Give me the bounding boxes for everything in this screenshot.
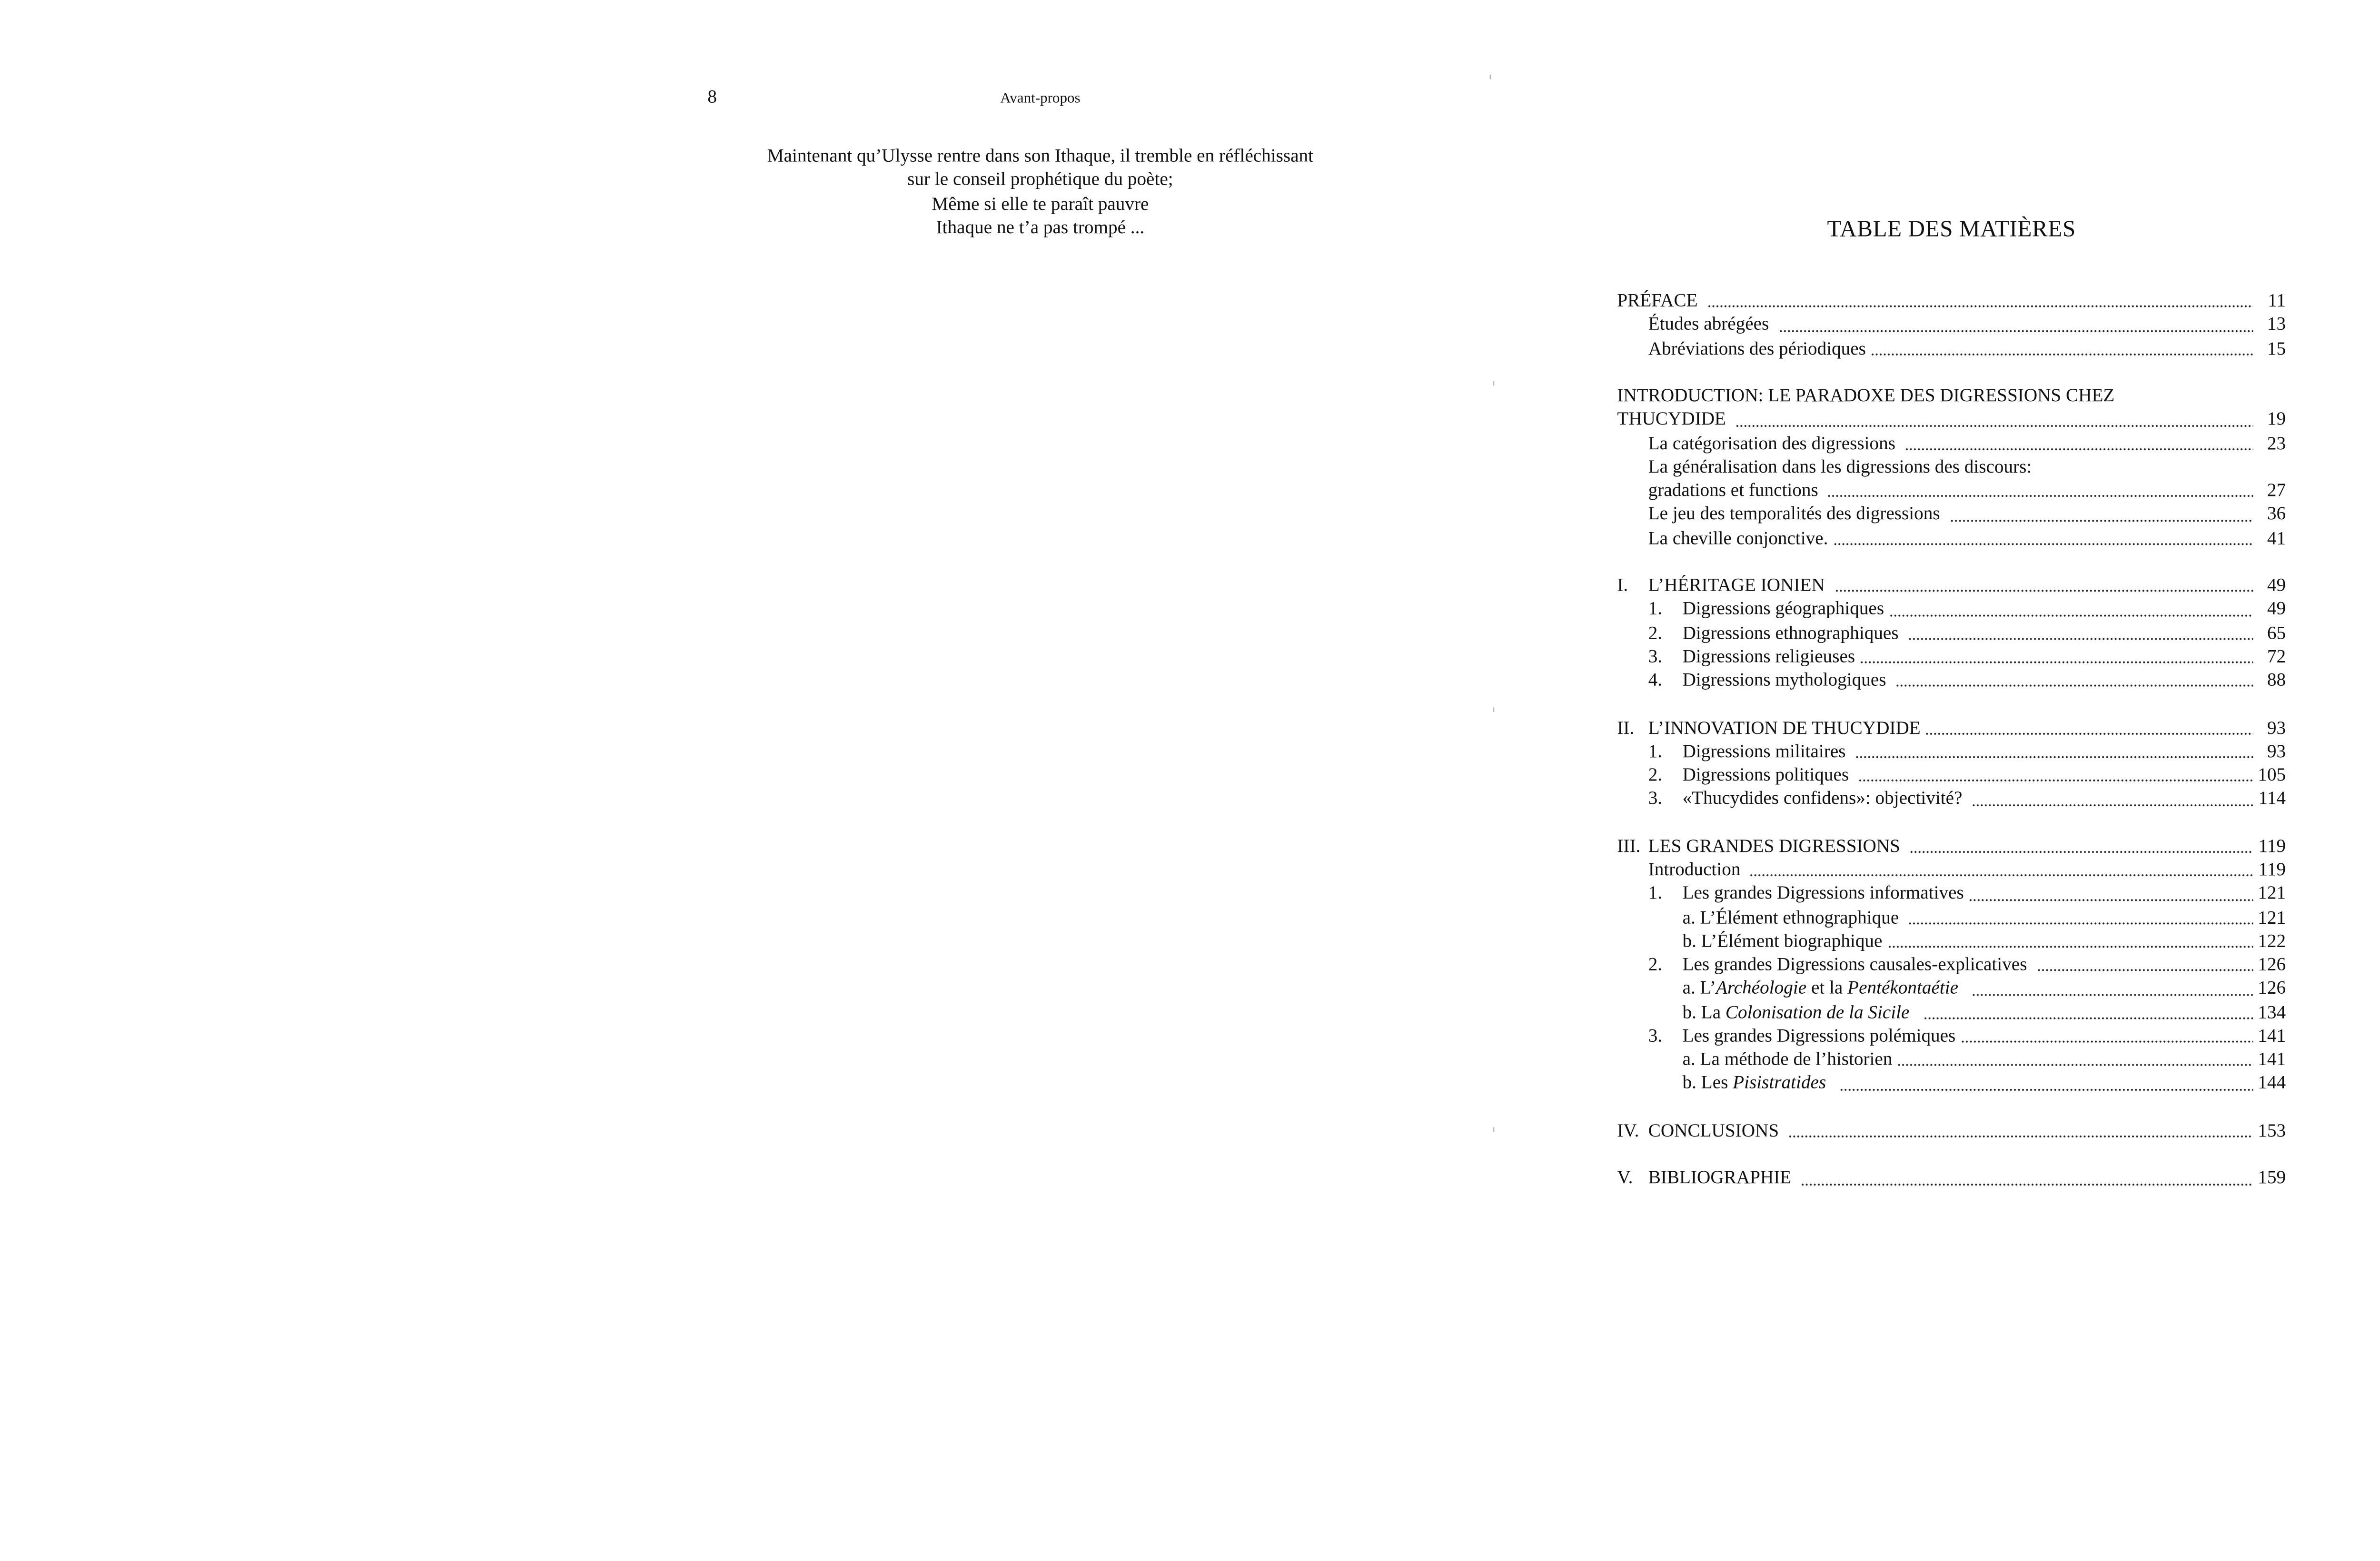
toc-entry-number: IV. bbox=[1617, 1119, 1639, 1141]
scan-speck bbox=[1493, 1127, 1494, 1132]
toc-entry-label bbox=[1648, 716, 1921, 740]
toc-page-number: 27 bbox=[2267, 479, 2286, 501]
toc-entry bbox=[1617, 432, 2286, 455]
dot-leader bbox=[1897, 1064, 2253, 1067]
label-text: L’INNOVATION DE THUCYDIDE bbox=[1648, 716, 1921, 738]
toc-entry-number: 1. bbox=[1648, 740, 1663, 761]
toc-entry bbox=[1617, 1000, 2286, 1024]
toc-entry bbox=[1617, 906, 2286, 929]
dot-leader bbox=[1827, 495, 2253, 498]
toc-entry-number: 2. bbox=[1648, 953, 1663, 975]
toc-entry-label bbox=[1648, 858, 1745, 882]
dot-leader bbox=[1887, 945, 2253, 948]
toc-entry bbox=[1617, 408, 2286, 432]
label-text bbox=[1958, 977, 1968, 998]
toc-entry-number: 2. bbox=[1648, 763, 1663, 785]
toc-entry-label bbox=[1648, 834, 1905, 858]
toc-entry bbox=[1617, 669, 2286, 692]
italic-title: Archéologie bbox=[1716, 977, 1807, 999]
toc-spacer bbox=[1617, 1143, 2286, 1166]
label-text: Introduction bbox=[1648, 858, 1745, 880]
scan-speck bbox=[1489, 75, 1491, 79]
dot-leader bbox=[1889, 613, 2253, 617]
toc-page-number: 23 bbox=[2267, 431, 2286, 454]
toc-entry bbox=[1617, 597, 2286, 621]
label-text bbox=[1909, 1000, 1919, 1022]
toc-title: TABLE DES MATIÈRES bbox=[1827, 217, 2076, 243]
dot-leader bbox=[1801, 1182, 2253, 1186]
label-text: La généralisation dans les digressions des discours: bbox=[1648, 455, 2032, 477]
italic-title: Colonisation de la Sicile bbox=[1725, 1000, 1910, 1022]
toc-entry-label bbox=[1617, 408, 1730, 432]
toc-entry bbox=[1617, 1048, 2286, 1072]
toc-entry-label bbox=[1683, 740, 1851, 763]
toc-entry-label bbox=[1648, 503, 1945, 526]
italic-title: Pentékontaétie bbox=[1847, 977, 1959, 999]
label-text: a. L’ bbox=[1682, 977, 1716, 999]
toc-spacer bbox=[1617, 1095, 2286, 1119]
toc-page-number: 19 bbox=[2267, 407, 2286, 430]
dot-leader bbox=[1788, 1135, 2253, 1138]
toc-entry bbox=[1617, 1166, 2286, 1190]
toc-entry bbox=[1617, 526, 2286, 550]
dot-leader bbox=[1960, 1040, 2253, 1043]
toc-spacer bbox=[1617, 550, 2286, 574]
label-text: BIBLIOGRAPHIE bbox=[1648, 1166, 1796, 1188]
toc-entry-number: III. bbox=[1617, 834, 1641, 857]
toc-entry bbox=[1617, 953, 2286, 977]
poem-line: Maintenant qu’Ulysse rentre dans son Ithaque, il tremble en réfléchissant bbox=[767, 144, 1314, 167]
toc-entry-label bbox=[1648, 455, 2032, 479]
running-head: Avant-propos bbox=[1000, 91, 1081, 108]
toc-page-number: 15 bbox=[2267, 336, 2286, 358]
toc-spacer bbox=[1617, 811, 2286, 835]
label-text: Les grandes Digressions causales-explicatives bbox=[1682, 953, 2032, 975]
toc-entry bbox=[1617, 929, 2286, 953]
toc-spacer bbox=[1617, 360, 2286, 384]
scan-speck bbox=[1493, 381, 1494, 385]
label-text: Digressions mythologiques bbox=[1682, 668, 1891, 691]
table-of-contents bbox=[1617, 289, 2286, 1190]
toc-entry-label bbox=[1683, 787, 1967, 811]
toc-page-number: 159 bbox=[2258, 1166, 2286, 1188]
dot-leader bbox=[1871, 353, 2253, 356]
label-text: Études abrégées bbox=[1648, 313, 1774, 335]
dot-leader bbox=[1908, 637, 2253, 641]
label-text: «Thucydides confidens»: objectivité? bbox=[1682, 787, 1967, 809]
toc-page-number: 122 bbox=[2258, 929, 2286, 951]
toc-entry-number: I. bbox=[1617, 573, 1628, 596]
label-text: Les grandes Digressions polémiques bbox=[1682, 1024, 1956, 1046]
toc-page-number: 105 bbox=[2258, 763, 2286, 785]
toc-entry-label bbox=[1683, 1000, 1919, 1024]
toc-entry bbox=[1617, 503, 2286, 526]
toc-page-number: 49 bbox=[2267, 597, 2286, 619]
toc-entry-number: V. bbox=[1617, 1166, 1633, 1188]
label-text: La cheville conjonctive. bbox=[1648, 526, 1828, 548]
toc-entry-label bbox=[1617, 384, 2114, 408]
toc-entry bbox=[1617, 384, 2286, 408]
dot-leader bbox=[1910, 850, 2253, 854]
toc-page-number: 153 bbox=[2258, 1119, 2286, 1141]
poem-line: Ithaque ne t’a pas trompé ... bbox=[936, 216, 1145, 238]
toc-entry-label bbox=[1683, 669, 1891, 692]
label-text: Les grandes Digressions informatives bbox=[1682, 882, 1964, 904]
toc-entry-label bbox=[1683, 1072, 1835, 1096]
italic-title: Pisistratides bbox=[1733, 1071, 1826, 1094]
toc-page-number: 119 bbox=[2258, 834, 2286, 857]
label-text: Digressions militaires bbox=[1682, 740, 1851, 761]
toc-page-number: 121 bbox=[2258, 882, 2286, 904]
toc-entry-label bbox=[1683, 597, 1884, 621]
dot-leader bbox=[1778, 329, 2253, 332]
toc-entry-label bbox=[1683, 621, 1904, 645]
dot-leader bbox=[1834, 590, 2253, 593]
toc-entry bbox=[1617, 1119, 2286, 1143]
label-text: INTRODUCTION: LE PARADOXE DES DIGRESSIONS CHEZ bbox=[1617, 384, 2115, 406]
label-text: Digressions ethnographiques bbox=[1682, 621, 1904, 643]
dot-leader bbox=[1972, 803, 2253, 806]
label-text: La catégorisation des digressions bbox=[1648, 431, 1900, 454]
toc-entry bbox=[1617, 882, 2286, 906]
toc-entry-label bbox=[1648, 336, 1866, 360]
toc-spacer bbox=[1617, 692, 2286, 716]
dot-leader bbox=[2036, 969, 2253, 972]
toc-page-number: 11 bbox=[2268, 289, 2286, 311]
toc-entry-number: 3. bbox=[1648, 787, 1663, 809]
label-text bbox=[1826, 1072, 1835, 1094]
toc-entry-label bbox=[1617, 289, 1702, 313]
label-text: Digressions politiques bbox=[1682, 763, 1854, 785]
label-text: CONCLUSIONS bbox=[1648, 1119, 1784, 1141]
toc-page-number: 126 bbox=[2258, 953, 2286, 975]
toc-entry-label bbox=[1648, 432, 1900, 455]
toc-page-number: 65 bbox=[2267, 621, 2286, 643]
epigraph-poem bbox=[653, 145, 1428, 240]
toc-entry bbox=[1617, 1072, 2286, 1096]
toc-page-number: 126 bbox=[2258, 977, 2286, 999]
toc-page-number: 72 bbox=[2267, 644, 2286, 667]
dot-leader bbox=[1925, 732, 2253, 735]
toc-entry-label bbox=[1648, 479, 1823, 503]
label-text: a. L’Élément ethnographique bbox=[1682, 905, 1904, 928]
toc-entry bbox=[1617, 289, 2286, 313]
toc-entry-number: 2. bbox=[1648, 621, 1663, 643]
toc-page-number: 49 bbox=[2267, 573, 2286, 596]
toc-entry-label bbox=[1648, 1119, 1784, 1143]
toc-page-number: 144 bbox=[2258, 1071, 2286, 1094]
toc-page-number: 88 bbox=[2267, 668, 2286, 691]
dot-leader bbox=[1735, 424, 2253, 427]
toc-page-number: 93 bbox=[2267, 716, 2286, 738]
label-text: L’HÉRITAGE IONIEN bbox=[1648, 573, 1830, 596]
dot-leader bbox=[1908, 921, 2253, 925]
toc-entry-label bbox=[1683, 645, 1855, 669]
dot-leader bbox=[1707, 305, 2253, 308]
toc-page-number: 141 bbox=[2258, 1024, 2286, 1046]
toc-page-number: 119 bbox=[2258, 858, 2286, 880]
dot-leader bbox=[1972, 993, 2253, 996]
label-text: LES GRANDES DIGRESSIONS bbox=[1648, 834, 1905, 857]
toc-entry bbox=[1617, 455, 2286, 479]
dot-leader bbox=[1855, 756, 2253, 759]
dot-leader bbox=[1750, 874, 2253, 878]
toc-page-number: 134 bbox=[2258, 1000, 2286, 1022]
dot-leader bbox=[1924, 1017, 2253, 1020]
dot-leader bbox=[1949, 518, 2253, 522]
toc-page-number: 141 bbox=[2258, 1047, 2286, 1070]
toc-entry-label bbox=[1683, 1048, 1893, 1072]
toc-page-number: 13 bbox=[2267, 313, 2286, 335]
dot-leader bbox=[1858, 779, 2253, 782]
toc-entry-label bbox=[1683, 977, 1968, 1000]
toc-entry bbox=[1617, 716, 2286, 740]
toc-entry-label bbox=[1648, 573, 1830, 597]
label-text: et la bbox=[1806, 977, 1848, 999]
toc-entry bbox=[1617, 834, 2286, 858]
label-text: a. La méthode de l’historien bbox=[1682, 1047, 1893, 1070]
toc-entry-number: 1. bbox=[1648, 882, 1663, 904]
label-text: Digressions religieuses bbox=[1682, 644, 1855, 667]
toc-entry-label bbox=[1683, 763, 1854, 787]
label-text: Le jeu des temporalités des digressions bbox=[1648, 502, 1945, 524]
toc-entry-number: 1. bbox=[1648, 597, 1663, 619]
toc-entry-label bbox=[1683, 906, 1904, 929]
label-text: PRÉFACE bbox=[1617, 289, 1703, 311]
toc-page-number: 114 bbox=[2258, 787, 2286, 809]
toc-entry-label bbox=[1648, 526, 1828, 550]
dot-leader bbox=[1833, 542, 2253, 545]
toc-entry bbox=[1617, 740, 2286, 763]
toc-entry bbox=[1617, 977, 2286, 1000]
toc-entry-label bbox=[1648, 1166, 1796, 1190]
dot-leader bbox=[1860, 661, 2253, 664]
toc-entry bbox=[1617, 763, 2286, 787]
poem-line: Même si elle te paraît pauvre bbox=[932, 192, 1149, 215]
toc-entry bbox=[1617, 313, 2286, 336]
dot-leader bbox=[1840, 1087, 2253, 1091]
toc-entry-number: 3. bbox=[1648, 1024, 1663, 1046]
label-text: Abréviations des périodiques bbox=[1648, 336, 1866, 358]
toc-entry bbox=[1617, 479, 2286, 503]
label-text: THUCYDIDE bbox=[1617, 407, 1731, 430]
toc-entry bbox=[1617, 573, 2286, 597]
dot-leader bbox=[1895, 684, 2253, 688]
toc-entry bbox=[1617, 858, 2286, 882]
toc-entry-label bbox=[1683, 1024, 1956, 1048]
toc-entry-label bbox=[1648, 313, 1774, 336]
toc-entry bbox=[1617, 787, 2286, 811]
page-number: 8 bbox=[707, 85, 717, 108]
dot-leader bbox=[1969, 898, 2253, 901]
label-text: b. La bbox=[1682, 1000, 1726, 1022]
label-text: b. L’Élément biographique bbox=[1682, 929, 1883, 951]
dot-leader bbox=[1905, 447, 2253, 451]
toc-entry bbox=[1617, 621, 2286, 645]
toc-entry bbox=[1617, 336, 2286, 360]
toc-page-number: 121 bbox=[2258, 905, 2286, 928]
toc-entry bbox=[1617, 645, 2286, 669]
scan-speck bbox=[1493, 707, 1494, 712]
poem-line: sur le conseil prophétique du poète; bbox=[907, 168, 1173, 190]
toc-entry-label bbox=[1683, 953, 2032, 977]
toc-page-number: 36 bbox=[2267, 502, 2286, 524]
label-text: b. Les bbox=[1682, 1071, 1733, 1094]
toc-entry-label bbox=[1683, 929, 1883, 953]
toc-entry bbox=[1617, 1024, 2286, 1048]
toc-entry-number: II. bbox=[1617, 716, 1635, 738]
toc-entry-label bbox=[1683, 882, 1964, 906]
label-text: gradations et functions bbox=[1648, 479, 1823, 501]
toc-page-number: 93 bbox=[2267, 740, 2286, 761]
toc-page-number: 41 bbox=[2267, 526, 2286, 548]
toc-entry-number: 3. bbox=[1648, 644, 1663, 667]
toc-entry-number: 4. bbox=[1648, 668, 1663, 691]
label-text: Digressions géographiques bbox=[1682, 597, 1884, 619]
